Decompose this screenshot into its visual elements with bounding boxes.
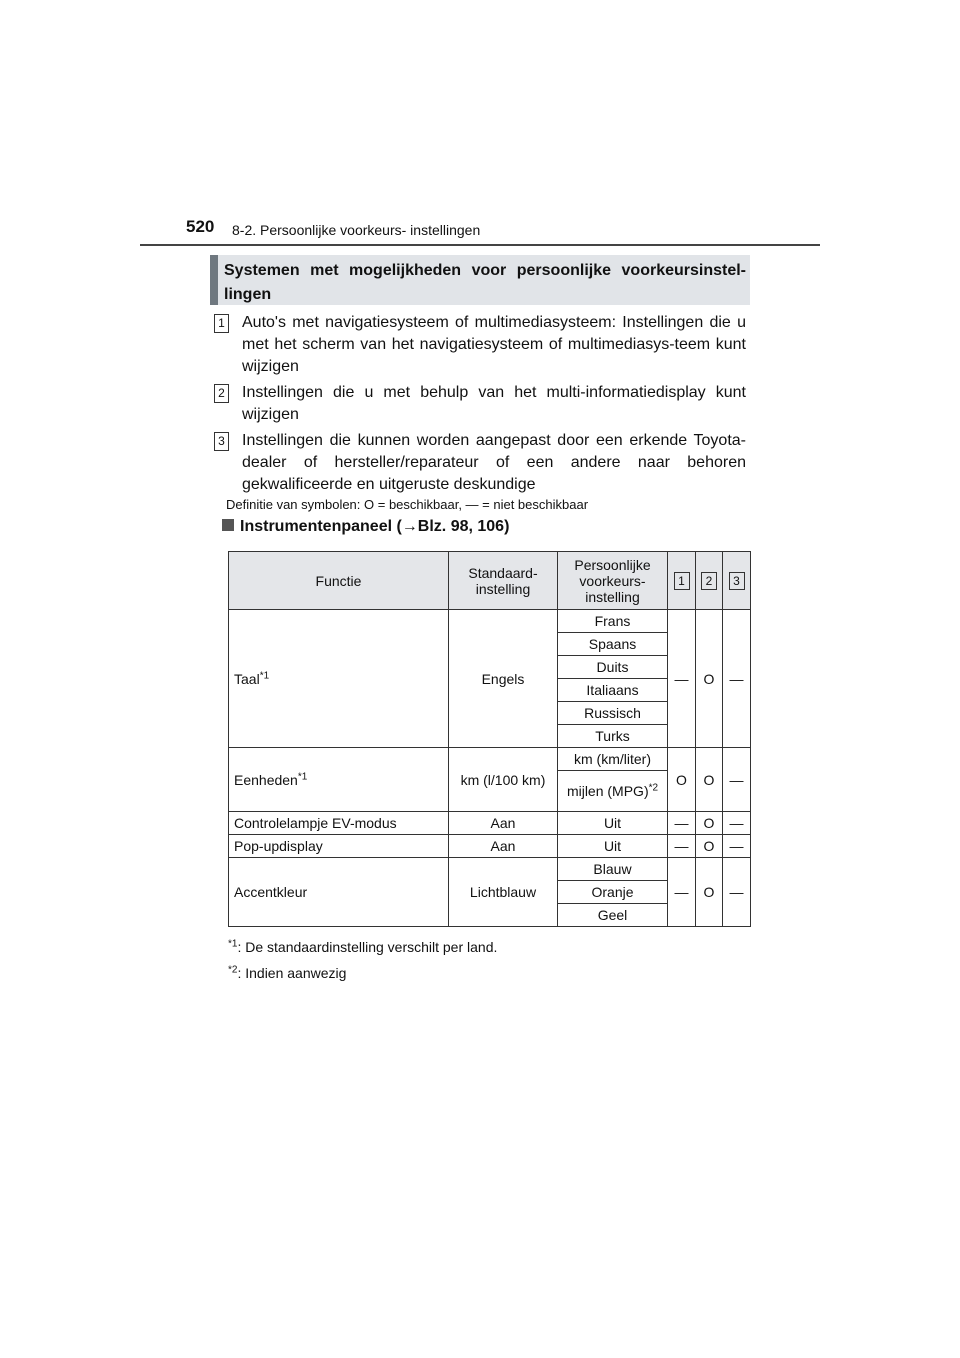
- number-badge-2: 2: [701, 572, 717, 590]
- number-badge-3: 3: [729, 572, 745, 590]
- table-row: [229, 610, 751, 633]
- header-function: Functie: [229, 552, 449, 610]
- section-title: 8-2. Persoonlijke voorkeurs- instellingen: [232, 222, 481, 238]
- header-default: Standaard-instelling: [449, 552, 558, 610]
- cell-col-2: O: [696, 858, 723, 927]
- cell-option: Russisch: [558, 702, 668, 725]
- cell-col-3: —: [723, 748, 751, 812]
- cell-option: Uit: [558, 835, 668, 858]
- cell-function: Controlelampje EV-modus: [229, 812, 449, 835]
- cell-function: Accentkleur: [229, 858, 449, 927]
- subsection-heading: [222, 518, 509, 536]
- cell-option: Oranje: [558, 881, 668, 904]
- footnote-text: : De standaardinstelling verschilt per land.: [237, 939, 498, 955]
- cell-option: Uit: [558, 812, 668, 835]
- heading-accent-bar: [210, 255, 218, 305]
- square-bullet-icon: [222, 519, 234, 531]
- systems-heading: Systemen met mogelijkheden voor persoonlijke voorkeursinstel-lingen: [224, 262, 746, 303]
- cell-option: Blauw: [558, 858, 668, 881]
- cell-option: Turks: [558, 725, 668, 748]
- cell-col-2: O: [696, 835, 723, 858]
- cell-col-2: O: [696, 610, 723, 748]
- cell-option: Spaans: [558, 633, 668, 656]
- cell-default: km (l/100 km): [449, 748, 558, 812]
- cell-function: Eenheden$^{*1}$: [229, 748, 449, 812]
- table-header-row: [229, 552, 751, 610]
- cell-col-1: O: [668, 748, 696, 812]
- cell-col-3: —: [723, 835, 751, 858]
- footnote-mark: *2: [228, 964, 238, 976]
- list-item-3: [214, 430, 746, 496]
- table-row: [229, 748, 751, 771]
- cell-col-3: —: [723, 812, 751, 835]
- footnote-text: : Indien aanwezig: [237, 965, 347, 981]
- cell-col-3: —: [723, 610, 751, 748]
- cell-function: Pop-updisplay: [229, 835, 449, 858]
- cell-col-1: —: [668, 812, 696, 835]
- footnote-1: [228, 939, 497, 955]
- header-col-1: [668, 552, 696, 610]
- table-row: [229, 858, 751, 881]
- number-badge-2: 2: [214, 384, 229, 403]
- cell-option: Duits: [558, 656, 668, 679]
- header-col-3: [723, 552, 751, 610]
- systems-heading-box: [210, 255, 750, 305]
- cell-col-1: —: [668, 858, 696, 927]
- number-badge-1: 1: [674, 572, 690, 590]
- number-badge-1: 1: [214, 314, 229, 333]
- table-row: [229, 812, 751, 835]
- cell-col-2: O: [696, 812, 723, 835]
- cell-function: Taal$^{*1}$: [229, 610, 449, 748]
- cell-option: Frans: [558, 610, 668, 633]
- footnote-2: [228, 965, 346, 981]
- list-item-2: [214, 382, 746, 426]
- header-divider: [140, 244, 820, 246]
- list-item-text: Auto's met navigatiesysteem of multimediasysteem: Instellingen die u met het scherm van het navigatiesysteem of multimediasys-teem kunt wijzigen: [242, 314, 746, 375]
- page-number: 520: [186, 217, 215, 236]
- cell-col-1: —: [668, 610, 696, 748]
- header-custom: Persoonlijke voorkeurs-instelling: [558, 552, 668, 610]
- cell-col-1: —: [668, 835, 696, 858]
- cell-option: mijlen (MPG)$^{*2}$: [558, 771, 668, 812]
- symbol-definition: Definitie van symbolen: O = beschikbaar, — = niet beschikbaar: [226, 497, 589, 512]
- number-badge-3: 3: [214, 432, 229, 451]
- settings-table: [228, 551, 751, 927]
- cell-col-3: —: [723, 858, 751, 927]
- cell-default: Engels: [449, 610, 558, 748]
- cell-default: Lichtblauw: [449, 858, 558, 927]
- cell-col-2: O: [696, 748, 723, 812]
- subsection-title: Instrumentenpaneel (→Blz. 98, 106): [240, 518, 510, 535]
- list-item-text: Instellingen die kunnen worden aangepast door een erkende Toyota-dealer of hersteller/reparateur of een andere naar behoren gekwalificeerde en uitgeruste deskundige: [242, 432, 746, 493]
- table-row: [229, 835, 751, 858]
- cell-default: Aan: [449, 812, 558, 835]
- footnote-mark: *1: [228, 938, 238, 950]
- header-col-2: [696, 552, 723, 610]
- list-item-text: Instellingen die u met behulp van het multi-informatiedisplay kunt wijzigen: [242, 384, 746, 423]
- cell-option: Geel: [558, 904, 668, 927]
- cell-option: km (km/liter): [558, 748, 668, 771]
- cell-default: Aan: [449, 835, 558, 858]
- cell-option: Italiaans: [558, 679, 668, 702]
- list-item-1: [214, 312, 746, 378]
